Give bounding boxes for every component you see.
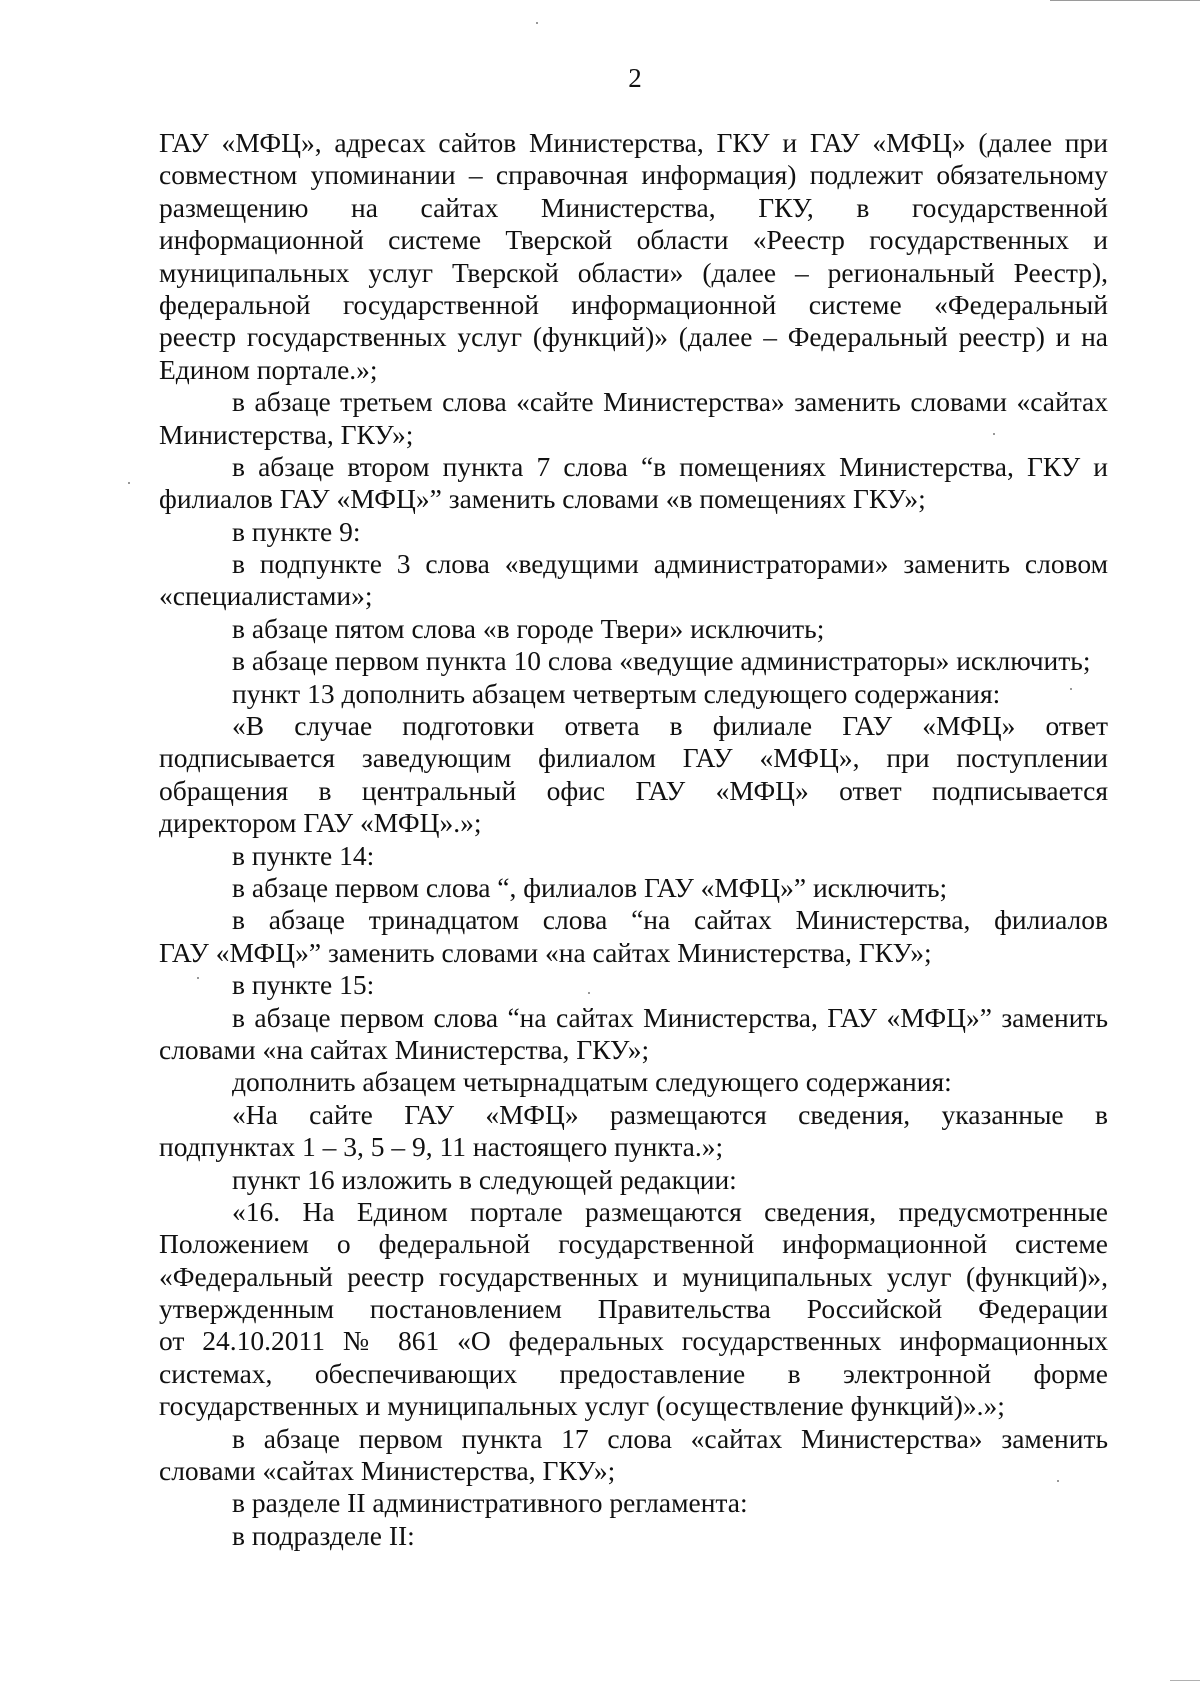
text-line: филиалов ГАУ «МФЦ»” заменить словами «в помещениях ГКУ»; <box>159 483 926 515</box>
scan-edge-line <box>1050 0 1200 1</box>
text-line: Едином портале.»; <box>159 353 378 385</box>
text-line: в абзаце тринадцатом слова “на сайтах Министерства, филиалов <box>232 904 1108 936</box>
text-line: Положением о федеральной государственной информационной системе <box>159 1228 1108 1260</box>
text-line: «В случае подготовки ответа в филиале ГАУ «МФЦ» ответ <box>232 710 1108 742</box>
text-line: утвержденным постановлением Правительства Российской Федерации <box>159 1293 1108 1325</box>
text-line: словами «на сайтах Министерства, ГКУ»; <box>159 1033 650 1065</box>
text-line: словами «сайтах Министерства, ГКУ»; <box>159 1455 616 1487</box>
text-line: ГАУ «МФЦ», адресах сайтов Министерства, ГКУ и ГАУ «МФЦ» (далее при <box>159 127 1108 158</box>
text-line: ГАУ «МФЦ»” заменить словами «на сайтах Министерства, ГКУ»; <box>159 936 932 968</box>
text-line: государственных и муниципальных услуг (осуществление функций)».»; <box>159 1390 1005 1422</box>
scan-speck <box>536 22 538 24</box>
text-line: пункт 13 дополнить абзацем четвертым следующего содержания: <box>232 677 1001 709</box>
text-line: в пункте 14: <box>232 839 375 871</box>
text-line: муниципальных услуг Тверской области» (далее – региональный Реестр), <box>159 256 1108 288</box>
text-line: директором ГАУ «МФЦ».»; <box>159 807 482 839</box>
text-line: в абзаце пятом слова «в городе Твери» исключить; <box>232 612 825 644</box>
page-number: 2 <box>628 63 642 93</box>
text-line: федеральной государственной информационной системе «Федеральный <box>159 288 1108 320</box>
text-line: размещению на сайтах Министерства, ГКУ, в государственной <box>159 191 1108 223</box>
text-line: совместном упоминании – справочная информация) подлежит обязательному <box>159 159 1108 191</box>
text-line: в абзаце первом пункта 10 слова «ведущие администраторы» исключить; <box>232 645 1091 677</box>
text-line: в абзаце втором пункта 7 слова “в помещениях Министерства, ГКУ и <box>232 450 1108 482</box>
text-line: «Федеральный реестр государственных и муниципальных услуг (функций)», <box>159 1260 1108 1292</box>
text-line: в подпункте 3 слова «ведущими администраторами» заменить словом <box>232 548 1108 580</box>
text-line: подписывается заведующим филиалом ГАУ «МФЦ», при поступлении <box>159 742 1108 774</box>
scan-speck <box>128 482 130 484</box>
text-line: от 24.10.2011 № 861 «О федеральных государственных информационных <box>159 1325 1108 1357</box>
text-line: в абзаце третьем слова «сайте Министерства» заменить словами «сайтах <box>232 386 1108 418</box>
scan-edge-mark <box>1170 1680 1200 1681</box>
text-line: информационной системе Тверской области «Реестр государственных и <box>159 224 1108 256</box>
text-line: «На сайте ГАУ «МФЦ» размещаются сведения, указанные в <box>232 1098 1108 1130</box>
text-line: «16. На Едином портале размещаются сведения, предусмотренные <box>232 1195 1108 1227</box>
text-line: в пункте 15: <box>232 969 375 1001</box>
text-line: Министерства, ГКУ»; <box>159 418 414 450</box>
text-line: «специалистами»; <box>159 580 373 612</box>
text-line: в разделе II административного регламента: <box>232 1487 748 1519</box>
text-line: в подразделе II: <box>232 1519 415 1551</box>
text-line: пункт 16 изложить в следующей редакции: <box>232 1163 737 1195</box>
text-line: дополнить абзацем четырнадцатым следующего содержания: <box>232 1066 952 1098</box>
text-line: в абзаце первом слова “, филиалов ГАУ «МФЦ»” исключить; <box>232 871 948 903</box>
text-line: в абзаце первом слова “на сайтах Министерства, ГАУ «МФЦ»” заменить <box>232 1001 1108 1033</box>
text-line: обращения в центральный офис ГАУ «МФЦ» ответ подписывается <box>159 774 1108 806</box>
document-body <box>159 127 1108 1552</box>
text-line: системах, обеспечивающих предоставление в электронной форме <box>159 1357 1108 1389</box>
text-line: подпунктах 1 – 3, 5 – 9, 11 настоящего пункта.»; <box>159 1131 724 1163</box>
text-line: реестр государственных услуг (функций)» (далее – Федеральный реестр) и на <box>159 321 1108 353</box>
text-line: в абзаце первом пункта 17 слова «сайтах Министерства» заменить <box>232 1422 1108 1454</box>
text-line: в пункте 9: <box>232 515 361 547</box>
